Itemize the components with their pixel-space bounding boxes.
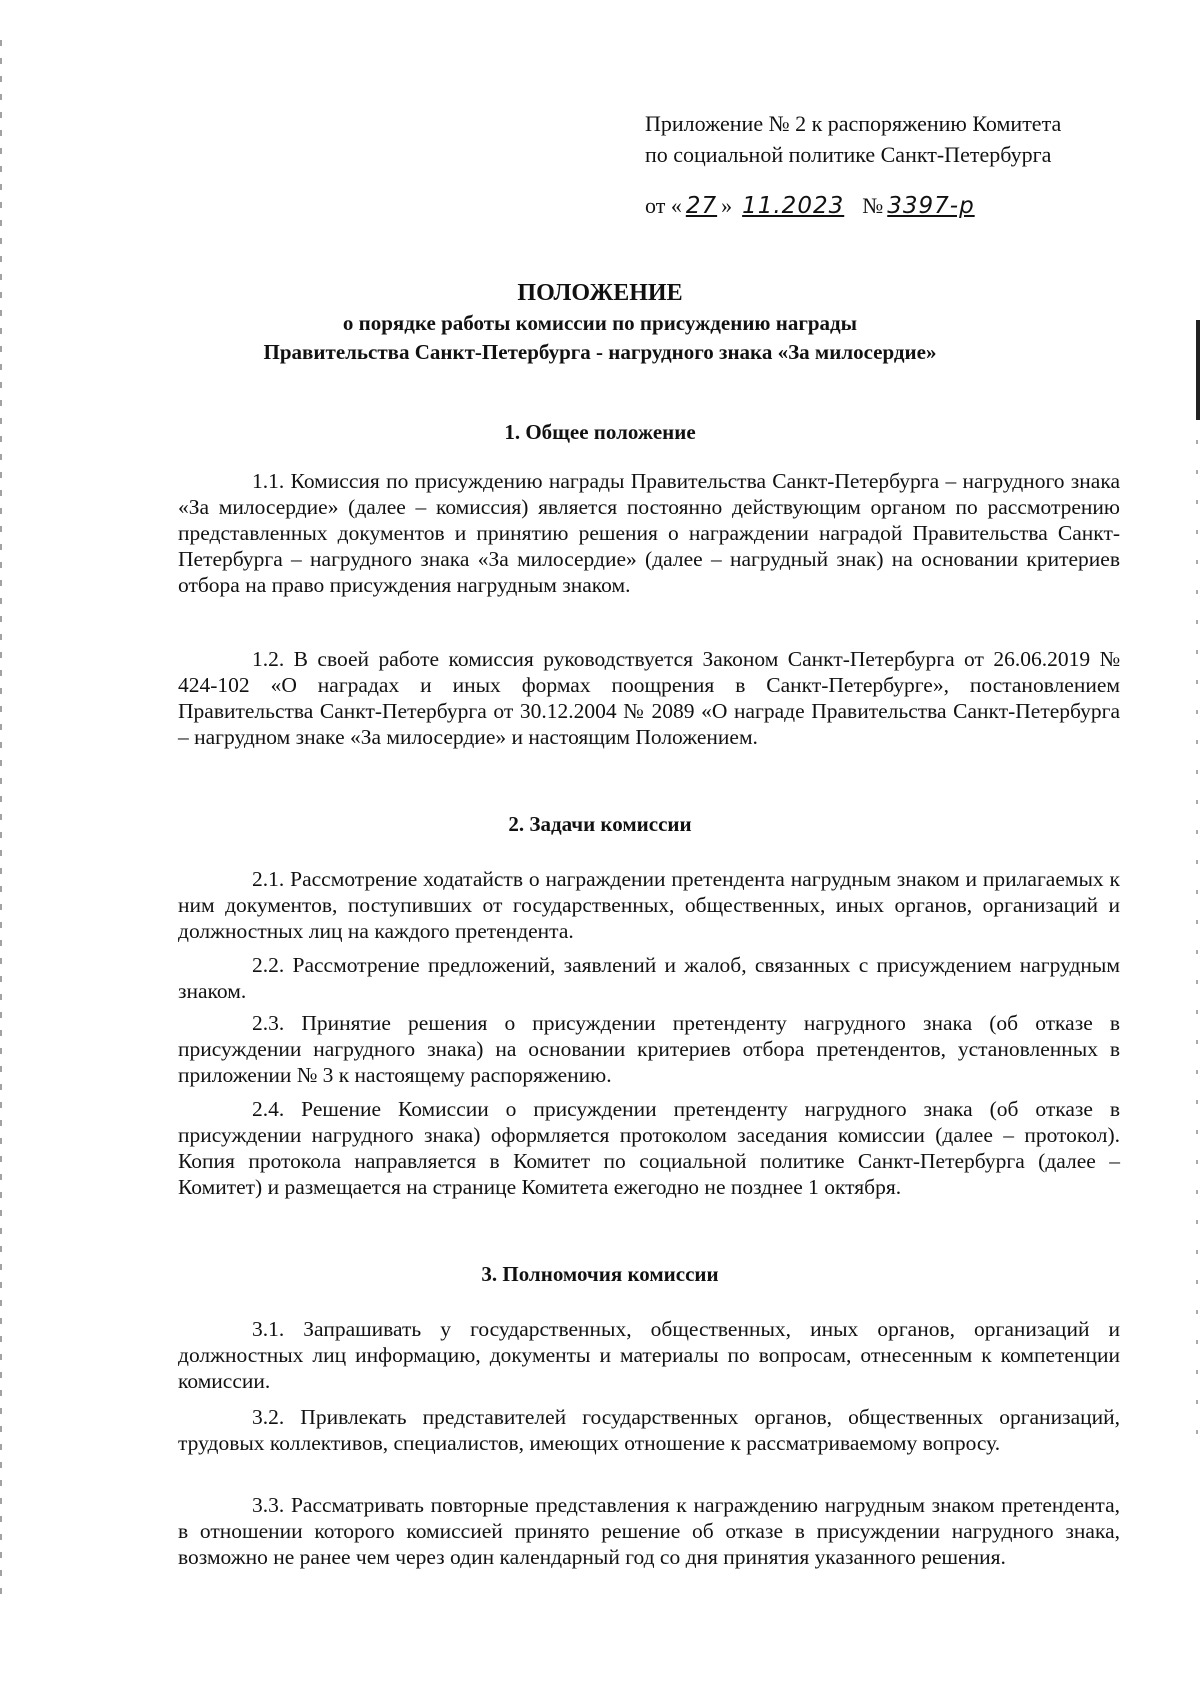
paragraph-1-2: 1.2. В своей работе комиссия руководствуется Законом Санкт-Петербурга от 26.06.2019 № 424-102 «О наградах и иных формах поощрения в Санкт-Петербурге», постановлением Правительства Санкт-Петербурга от 30.12.2004 № 2089 «О награде Правительства Санкт-Петербурга – нагрудном знаке «За милосердие» и настоящим Положением. xyxy=(178,647,1120,749)
paragraph-2-2: 2.2. Рассмотрение предложений, заявлений и жалоб, связанных с присуждением нагрудным знаком. xyxy=(178,953,1120,1003)
section-heading-3: 3. Полномочия комиссии xyxy=(481,1262,719,1286)
paragraph-3-2: 3.2. Привлекать представителей государственных органов, общественных организаций, трудовых коллективов, специалистов, имеющих отношение к рассматриваемому вопросу. xyxy=(178,1405,1120,1455)
appendix-line-2: по социальной политике Санкт-Петербурга xyxy=(645,142,1052,167)
appendix-note xyxy=(645,108,1061,170)
section-heading-1: 1. Общее положение xyxy=(504,420,696,444)
scan-edge-right-dots xyxy=(1196,440,1198,1440)
paragraph-2-4: 2.4. Решение Комиссии о присуждении претенденту нагрудного знака (об отказе в присуждении нагрудного знака) оформляется протоколом заседания комиссии (далее – протокол). Копия протокола направляется в Комитет по социальной политике Санкт-Петербурга (далее – Комитет) и размещается на странице Комитета ежегодно не позднее 1 октября. xyxy=(178,1097,1120,1199)
appendix-line-1: Приложение № 2 к распоряжению Комитета xyxy=(645,111,1062,136)
order-number: 3397-р xyxy=(887,193,975,219)
section-heading-2: 2. Задачи комиссии xyxy=(508,812,692,836)
date-prefix: от « xyxy=(645,193,682,218)
document-subtitle-2: Правительства Санкт-Петербурга - нагрудного знака «За милосердие» xyxy=(263,340,937,364)
paragraph-2-3: 2.3. Принятие решения о присуждении претенденту нагрудного знака (об отказе в присуждении нагрудного знака) на основании критериев отбора претендентов, установленных в приложении № 3 к настоящему распоряжению. xyxy=(178,1011,1120,1087)
document-subtitle-1: о порядке работы комиссии по присуждению награды xyxy=(342,311,858,335)
document-title: ПОЛОЖЕНИЕ xyxy=(517,280,683,306)
paragraph-3-1: 3.1. Запрашивать у государственных, общественных, иных органов, организаций и должностных лиц информацию, документы и материалы по вопросам, отнесенным к компетенции комиссии. xyxy=(178,1317,1120,1393)
date-month-year: 11.2023 xyxy=(742,193,845,219)
order-date-number xyxy=(645,193,979,219)
date-day: 27 xyxy=(685,193,718,219)
paragraph-3-3: 3.3. Рассматривать повторные представления к награждению нагрудным знаком претендента, в отношении которого комиссией принято решение об отказе в присуждении нагрудного знака, возможно не ранее чем через один календарный год со дня принятия указанного решения. xyxy=(178,1493,1120,1569)
paragraph-1-1: 1.1. Комиссия по присуждению награды Правительства Санкт-Петербурга – нагрудного знака «За милосердие» (далее – комиссия) является постоянно действующим органом по рассмотрению представленных документов и принятию решения о награждении наградой Правительства Санкт-Петербурга – нагрудного знака «За милосердие» (далее – нагрудный знак) на основании критериев отбора на право присуждения нагрудным знаком. xyxy=(178,469,1120,597)
date-mid: » xyxy=(721,193,733,218)
number-prefix: № xyxy=(862,193,884,218)
paragraph-2-1: 2.1. Рассмотрение ходатайств о награждении претендента нагрудным знаком и прилагаемых к ним документов, поступивших от государственных, общественных, иных органов, организаций и должностных лиц на каждого претендента. xyxy=(178,867,1120,943)
